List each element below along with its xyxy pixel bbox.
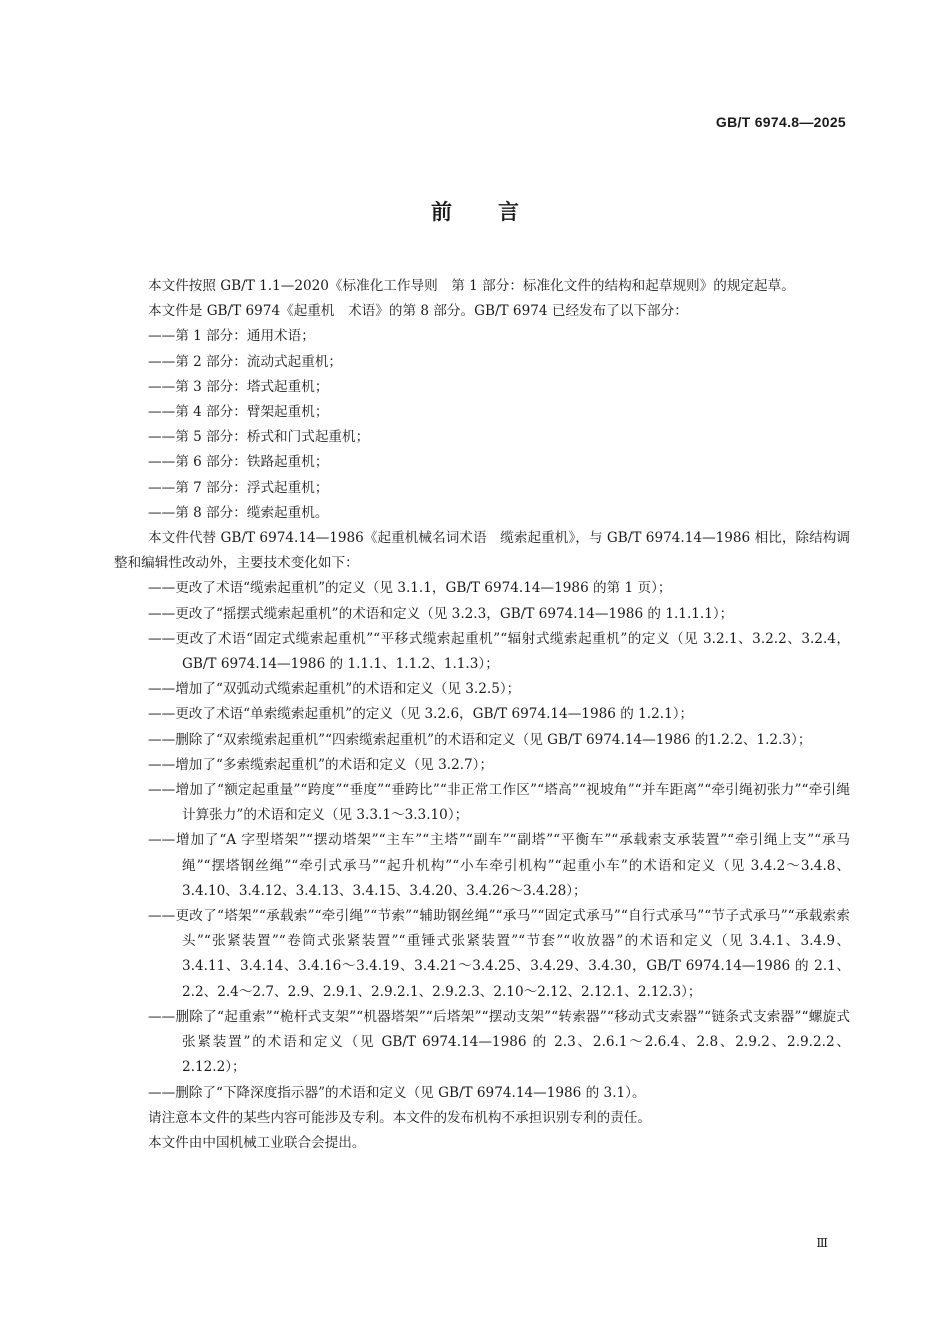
changes-list <box>114 576 850 1105</box>
list-item: ——更改了“塔架”“承载索”“牵引绳”“节索”“辅助钢丝绳”“承马”“固定式承马”“自行式承马”“节子式承马”“承载索索头”“张紧装置”“卷筒式张紧装置”“重锤式张紧装置”“节套”“收放器”的术语和定义（见 3.4.1、3.4.9、3.4.11、3.4.14、3.4.16～3.4.19、3.4.21～3.4.25、3.4.29、3.4.30，GB/T 6974.14—1986 的 2.1、2.2、2.4～2.7、2.9、2.9.1、2.9.2.1、2.9.2.3、2.10～2.12、2.12.1、2.12.3）； <box>148 908 850 1000</box>
paragraph-drafting-rules: 本文件按照 GB/T 1.1—2020《标准化工作导则 第 1 部分：标准化文件的结构和起草规则》的规定起草。 <box>148 278 795 294</box>
list-item: ——第 5 部分：桥式和门式起重机； <box>148 429 370 446</box>
list-item: ——删除了“双索缆索起重机”“四索缆索起重机”的术语和定义（见 GB/T 6974.14—1986 的1.2.2、1.2.3）； <box>148 731 812 748</box>
list-item: ——第 7 部分：浮式起重机； <box>148 479 329 496</box>
paragraph-proposer: 本文件由中国机械工业联合会提出。 <box>148 1134 366 1151</box>
list-item: ——增加了“额定起重量”“跨度”“垂度”“垂跨比”“非正常工作区”“塔高”“视坡角”“并车距离”“牵引绳初张力”“牵引绳计算张力”的术语和定义（见 3.3.1～3.3.10）； <box>148 782 850 824</box>
list-item: ——更改了术语“单索缆索起重机”的定义（见 3.2.6，GB/T 6974.14—1986 的 1.2.1）； <box>148 706 694 723</box>
paragraph-series-intro: 本文件是 GB/T 6974《起重机 术语》的第 8 部分。GB/T 6974 已经发布了以下部分： <box>148 303 688 320</box>
list-item: ——增加了“多索缆索起重机”的术语和定义（见 3.2.7）； <box>148 756 494 773</box>
page-number: Ⅲ <box>816 1236 828 1250</box>
document-body <box>114 274 850 1156</box>
list-item: ——增加了“A 字型塔架”“摆动塔架”“主车”“主塔”“副车”“副塔”“平衡车”“承载索支承装置”“牵引绳上支”“承马绳”“摆塔钢丝绳”“牵引式承马”“起升机构”“小车牵引机构”“起重小车”的术语和定义（见 3.4.2～3.4.8、3.4.10、3.4.12、3.4.13、3.4.15、3.4.20、3.4.26～3.4.28）； <box>148 832 850 899</box>
page-title: 前言 <box>431 200 565 224</box>
list-item: ——删除了“下降深度指示器”的术语和定义（见 GB/T 6974.14—1986 的 3.1）。 <box>148 1084 646 1101</box>
list-item: ——增加了“双弧动式缆索起重机”的术语和定义（见 3.2.5）； <box>148 681 521 698</box>
list-item: ——更改了“摇摆式缆索起重机”的术语和定义（见 3.2.3，GB/T 6974.14—1986 的 1.1.1.1）； <box>148 605 734 622</box>
paragraph-replacement: 本文件代替 GB/T 6974.14—1986《起重机械名词术语 缆索起重机》，与 GB/T 6974.14—1986 相比，除结构调整和编辑性改动外，主要技术变化如下： <box>114 530 850 572</box>
list-item: ——更改了术语“缆索起重机”的定义（见 3.1.1，GB/T 6974.14—1986 的第 1 页）； <box>148 580 672 597</box>
parts-list <box>114 324 850 526</box>
list-item: ——更改了术语“固定式缆索起重机”“平移式缆索起重机”“辐射式缆索起重机”的定义（见 3.2.1、3.2.2、3.2.4，GB/T 6974.14—1986 的 1.1.1、1.1.2、1.1.3）； <box>148 630 850 673</box>
list-item: ——第 8 部分：缆索起重机。 <box>148 504 329 521</box>
paragraph-patent-notice: 请注意本文件的某些内容可能涉及专利。本文件的发布机构不承担识别专利的责任。 <box>148 1109 651 1126</box>
standard-number: GB/T 6974.8—2025 <box>715 114 846 130</box>
list-item: ——第 4 部分：臂架起重机； <box>148 404 329 421</box>
list-item: ——删除了“起重索”“桅杆式支架”“机器塔架”“后塔架”“摆动支架”“转索器”“移动式支索器”“链条式支索器”“螺旋式张紧装置”的术语和定义（见 GB/T 6974.14—1986 的 2.3、2.6.1～2.6.4、2.8、2.9.2、2.9.2.2、2.12.2）； <box>148 1008 850 1076</box>
list-item: ——第 6 部分：铁路起重机； <box>148 454 329 471</box>
list-item: ——第 3 部分：塔式起重机； <box>148 378 329 395</box>
list-item: ——第 2 部分：流动式起重机； <box>148 353 343 370</box>
list-item: ——第 1 部分：通用术语； <box>148 328 315 345</box>
